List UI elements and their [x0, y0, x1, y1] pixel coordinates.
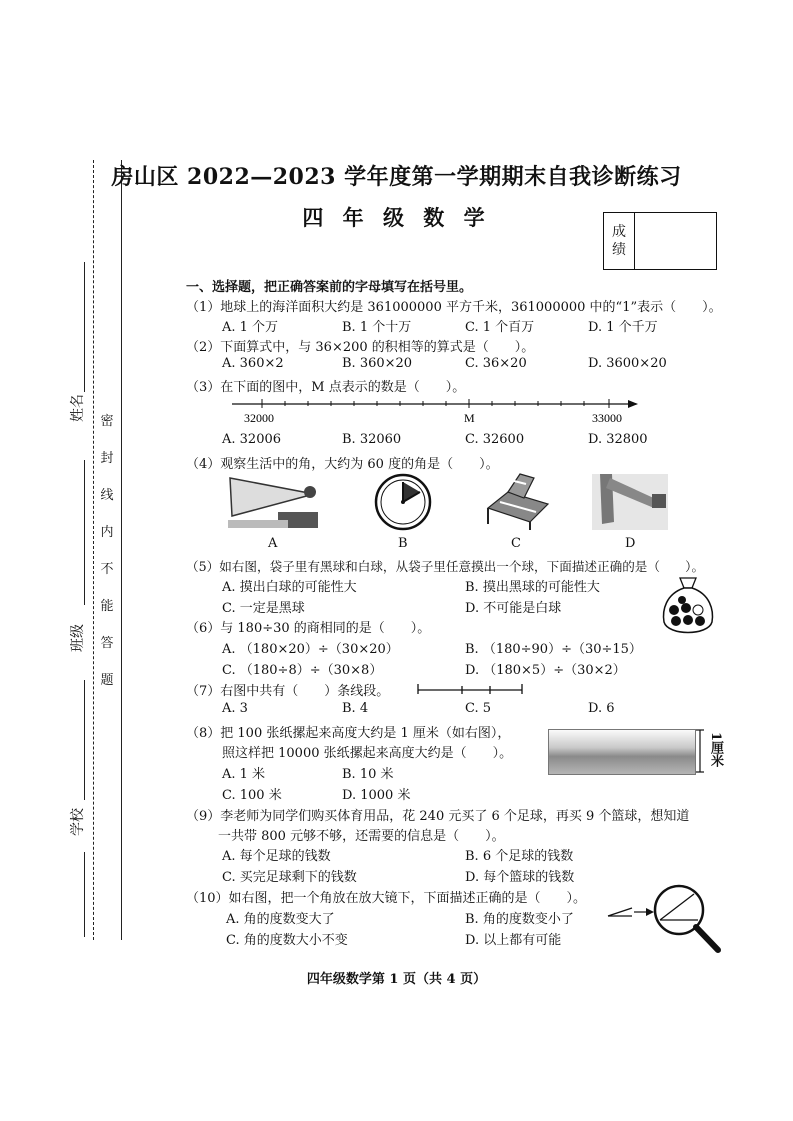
segment-figure — [414, 682, 526, 696]
question-stem: （3）在下面的图中，M 点表示的数是（ ）。 — [186, 380, 466, 395]
tick-label: M — [464, 411, 475, 425]
section-heading: 一、选择题，把正确答案前的字母填写在括号里。 — [186, 280, 473, 295]
picture-label[interactable]: A — [268, 536, 278, 551]
height-marker — [694, 728, 706, 776]
school-label: 学校 — [70, 808, 86, 836]
option[interactable]: B. 摸出黑球的可能性大 — [465, 580, 600, 595]
question-stem-cont: 照这样把 10000 张纸摞起来高度大约是（ ）。 — [222, 746, 513, 761]
option[interactable]: D. 以上都有可能 — [465, 933, 562, 948]
question-stem: （1）地球上的海洋面积大约是 361000000 平方千米，361000000 中的“1”表示（ ）。 — [186, 300, 722, 315]
option[interactable]: A. 每个足球的钱数 — [222, 849, 331, 864]
question-stem: （10）如右图，把一个角放在放大镜下，下面描述正确的是（ ）。 — [186, 891, 587, 906]
angle-picture-clock — [374, 473, 432, 531]
seal-char: 题 — [100, 673, 114, 688]
option[interactable]: B. （180÷90）÷（30÷15） — [465, 642, 642, 657]
seal-char: 内 — [100, 525, 114, 540]
page-subtitle: 四 年 级 数 学 — [302, 205, 491, 230]
page-title: 房山区 2022—2023 学年度第一学期期末自我诊断练习 — [111, 164, 682, 190]
magnifier-picture — [602, 880, 728, 956]
picture-label[interactable]: C — [511, 536, 521, 551]
page-footer: 四年级数学第 1 页（共 4 页） — [306, 972, 487, 987]
option[interactable]: A. 1 米 — [222, 767, 266, 782]
seal-char: 能 — [100, 599, 114, 614]
option[interactable]: D. 6 — [588, 701, 615, 716]
option[interactable]: C. 36×20 — [465, 356, 527, 371]
option[interactable]: B. 10 米 — [342, 767, 394, 782]
score-label-char: 成 — [612, 224, 626, 240]
option[interactable]: D. 1 个千万 — [588, 320, 658, 335]
name-label: 姓名 — [70, 394, 86, 422]
option[interactable]: C. 买完足球剩下的钱数 — [222, 870, 357, 885]
option[interactable]: D. 32800 — [588, 432, 648, 447]
question-stem: （7）右图中共有（ ）条线段。 — [186, 684, 390, 699]
option[interactable]: D. 不可能是白球 — [465, 601, 562, 616]
seal-char: 不 — [100, 562, 114, 577]
score-box[interactable] — [603, 212, 717, 270]
option[interactable]: C. 32600 — [465, 432, 525, 447]
seal-dashed-line — [93, 160, 94, 940]
school-blank[interactable] — [84, 680, 85, 800]
option[interactable]: B. 6 个足球的钱数 — [465, 849, 574, 864]
option[interactable]: A. 摸出白球的可能性大 — [222, 580, 357, 595]
angle-picture-chair — [480, 472, 554, 532]
option[interactable]: D. （180×5）÷（30×2） — [465, 663, 626, 678]
name-blank[interactable] — [84, 262, 85, 392]
option[interactable]: B. 1 个十万 — [342, 320, 412, 335]
seal-char: 密 — [100, 414, 114, 429]
height-label: 1厘米 — [708, 732, 723, 768]
option[interactable]: A. 1 个万 — [222, 320, 279, 335]
option[interactable]: C. 5 — [465, 701, 492, 716]
question-stem: （5）如右图，袋子里有黑球和白球，从袋子里任意摸出一个球，下面描述正确的是（ ）。 — [186, 559, 705, 574]
angle-picture-legs — [592, 474, 668, 530]
option[interactable]: A. 32006 — [222, 432, 282, 447]
number-line — [230, 396, 640, 428]
option[interactable]: C. （180÷8）÷（30×8） — [222, 663, 383, 678]
option[interactable]: B. 32060 — [342, 432, 402, 447]
seal-char: 封 — [100, 451, 114, 466]
tick-label: 33000 — [592, 411, 622, 425]
question-stem: （6）与 180÷30 的商相同的是（ ）。 — [186, 621, 431, 636]
question-stem: （2）下面算式中，与 36×200 的积相等的算式是（ ）。 — [186, 340, 535, 355]
option[interactable]: B. 4 — [342, 701, 369, 716]
option[interactable]: B. 360×20 — [342, 356, 413, 371]
option[interactable]: C. 100 米 — [222, 788, 282, 803]
option[interactable]: D. 1000 米 — [342, 788, 411, 803]
seal-char: 线 — [100, 488, 114, 503]
option[interactable]: C. 一定是黑球 — [222, 601, 305, 616]
option[interactable]: D. 3600×20 — [588, 356, 667, 371]
option[interactable]: A. 3 — [222, 701, 248, 716]
seal-solid-line — [121, 160, 122, 940]
option[interactable]: B. 角的度数变小了 — [465, 912, 574, 927]
score-label — [604, 213, 635, 269]
option[interactable]: A. （180×20）÷（30×20） — [222, 642, 399, 657]
picture-label[interactable]: D — [625, 536, 636, 551]
question-stem: （4）观察生活中的角，大约为 60 度的角是（ ）。 — [186, 457, 499, 472]
tick-label: 32000 — [244, 411, 274, 425]
class-label: 班级 — [70, 624, 86, 652]
school-blank-ext[interactable] — [84, 852, 85, 937]
option[interactable]: C. 1 个百万 — [465, 320, 535, 335]
option[interactable]: A. 角的度数变大了 — [226, 912, 335, 927]
angle-picture-telescope — [228, 474, 320, 530]
seal-char: 答 — [100, 636, 114, 651]
class-blank[interactable] — [84, 460, 85, 605]
score-label-char: 绩 — [612, 242, 626, 258]
option[interactable]: D. 每个篮球的钱数 — [465, 870, 575, 885]
question-stem: （8）把 100 张纸摞起来高度大约是 1 厘米（如右图）， — [186, 726, 511, 741]
question-stem: （9）李老师为同学们购买体育用品，花 240 元买了 6 个足球，再买 9 个篮球，想知道 — [186, 809, 690, 824]
ball-bag-picture — [660, 576, 716, 638]
question-stem-cont: 一共带 800 元够不够，还需要的信息是（ ）。 — [218, 829, 505, 844]
picture-label[interactable]: B — [398, 536, 408, 551]
option[interactable]: A. 360×2 — [222, 356, 284, 371]
paper-stack-picture — [548, 729, 696, 775]
option[interactable]: C. 角的度数大小不变 — [226, 933, 348, 948]
